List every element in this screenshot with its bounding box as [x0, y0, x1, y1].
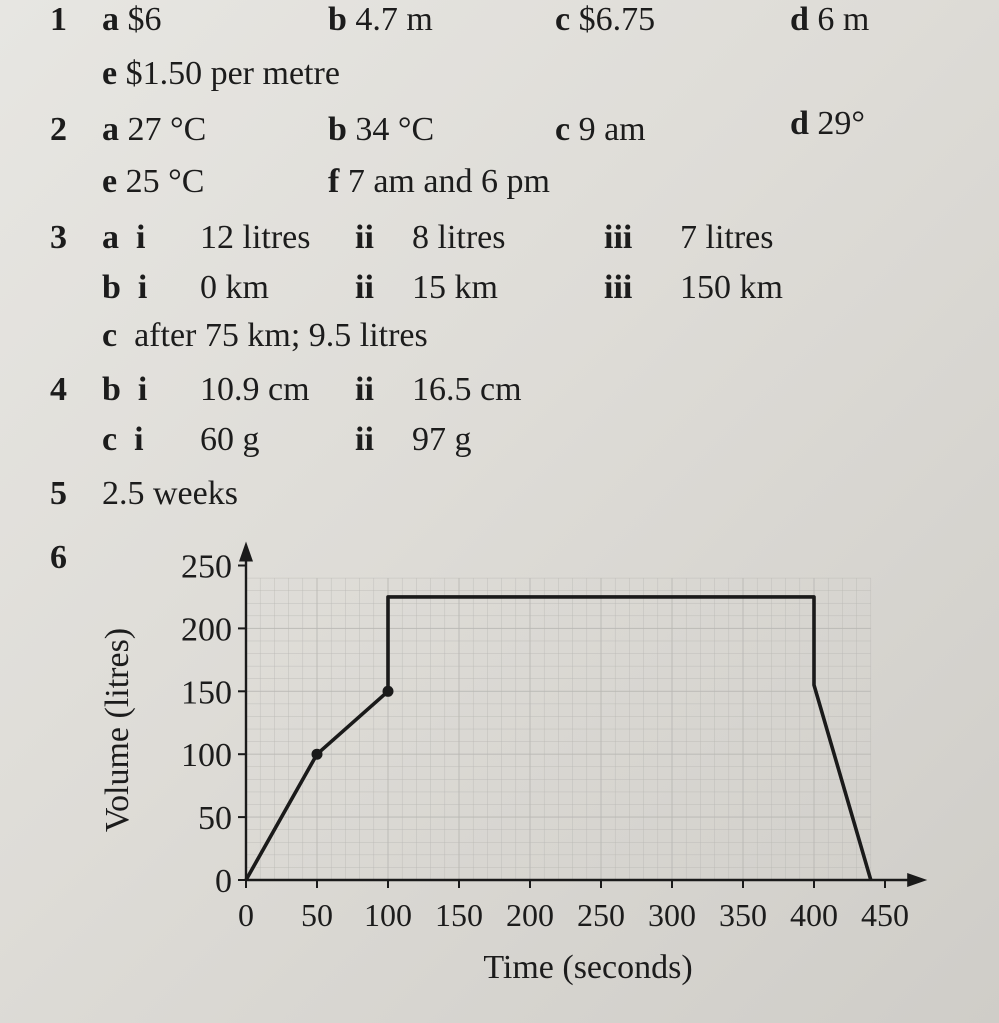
answer: 25 °C: [125, 163, 205, 200]
x-tick-label: 0: [238, 897, 254, 933]
question-number: 2: [50, 111, 67, 148]
answer: after 75 km; 9.5 litres: [134, 317, 428, 354]
answer: $1.50 per metre: [125, 55, 340, 92]
sub-part: ii: [355, 371, 374, 408]
answer: 4.7 m: [355, 1, 433, 38]
sub-part: ii: [355, 219, 374, 256]
y-tick-label: 150: [181, 674, 232, 712]
part-letter: b: [102, 269, 121, 306]
sub-part: ii: [355, 269, 374, 306]
answer: 29°: [817, 105, 866, 142]
answer: 7 am and 6 pm: [347, 163, 550, 200]
x-tick-label: 450: [861, 897, 909, 933]
sub-part: ii: [355, 421, 374, 458]
answer: 9 am: [578, 111, 646, 148]
y-tick-label: 50: [198, 800, 232, 838]
x-axis-arrow: [907, 873, 927, 887]
part-letter: c: [102, 421, 118, 458]
x-tick-label: 50: [301, 897, 333, 933]
sub-part: i: [134, 421, 144, 458]
question-number: 1: [50, 1, 67, 38]
q4-b-i: 10.9 cm: [200, 371, 310, 408]
x-tick-label: 300: [648, 897, 696, 933]
part-letter: d: [790, 105, 809, 142]
part-letter: e: [102, 55, 118, 92]
grid-lines: [246, 578, 871, 880]
sub-part: i: [137, 269, 148, 306]
y-tick-label: 200: [181, 611, 232, 649]
x-tick-label: 250: [577, 897, 625, 933]
part-letter: e: [102, 163, 118, 200]
part-letter: a: [102, 219, 119, 256]
answer: 34 °C: [355, 111, 435, 148]
part-letter: b: [328, 111, 347, 148]
part-letter: a: [102, 1, 119, 38]
q3-a-i: 12 litres: [200, 219, 311, 256]
y-tick-label: 100: [181, 737, 232, 775]
y-axis-label: Volume (litres): [99, 627, 136, 833]
data-point: [383, 686, 394, 697]
x-tick-label: 150: [435, 897, 483, 933]
answer: $6: [127, 1, 162, 38]
question-number: 3: [50, 219, 67, 256]
y-tick-label: 0: [215, 863, 232, 900]
sub-part: iii: [604, 219, 633, 256]
q3-b-ii: 15 km: [412, 269, 498, 306]
part-letter: c: [555, 111, 571, 148]
q3-a-ii: 8 litres: [412, 219, 506, 256]
answer: $6.75: [578, 1, 656, 38]
x-tick-label: 350: [719, 897, 767, 933]
y-axis-arrow: [239, 542, 253, 562]
part-letter: b: [328, 1, 347, 38]
q4-b-ii: 16.5 cm: [412, 371, 522, 408]
q3-b-i: 0 km: [200, 269, 269, 306]
part-letter: c: [102, 317, 118, 354]
answer: 6 m: [817, 1, 870, 38]
y-tick-label: 250: [181, 548, 232, 586]
question-number: 4: [50, 371, 67, 408]
q4-c-i: 60 g: [200, 421, 260, 458]
q4-c-ii: 97 g: [412, 421, 472, 458]
question-number: 6: [50, 539, 67, 576]
sub-part: i: [137, 371, 148, 408]
x-tick-label: 400: [790, 897, 838, 933]
q5-answer: 2.5 weeks: [102, 475, 238, 512]
answer: 27 °C: [127, 111, 207, 148]
sub-part: i: [136, 219, 146, 256]
part-letter: f: [328, 163, 340, 200]
x-tick-label: 100: [364, 897, 412, 933]
part-letter: a: [102, 111, 119, 148]
data-point: [312, 749, 323, 760]
q3-b-iii: 150 km: [680, 269, 783, 306]
sub-part: iii: [604, 269, 633, 306]
part-letter: c: [555, 1, 571, 38]
x-axis-label: Time (seconds): [483, 949, 693, 986]
x-tick-label: 200: [506, 897, 554, 933]
part-letter: b: [102, 371, 121, 408]
part-letter: d: [790, 1, 809, 38]
question-number: 5: [50, 475, 67, 512]
q3-a-iii: 7 litres: [680, 219, 774, 256]
